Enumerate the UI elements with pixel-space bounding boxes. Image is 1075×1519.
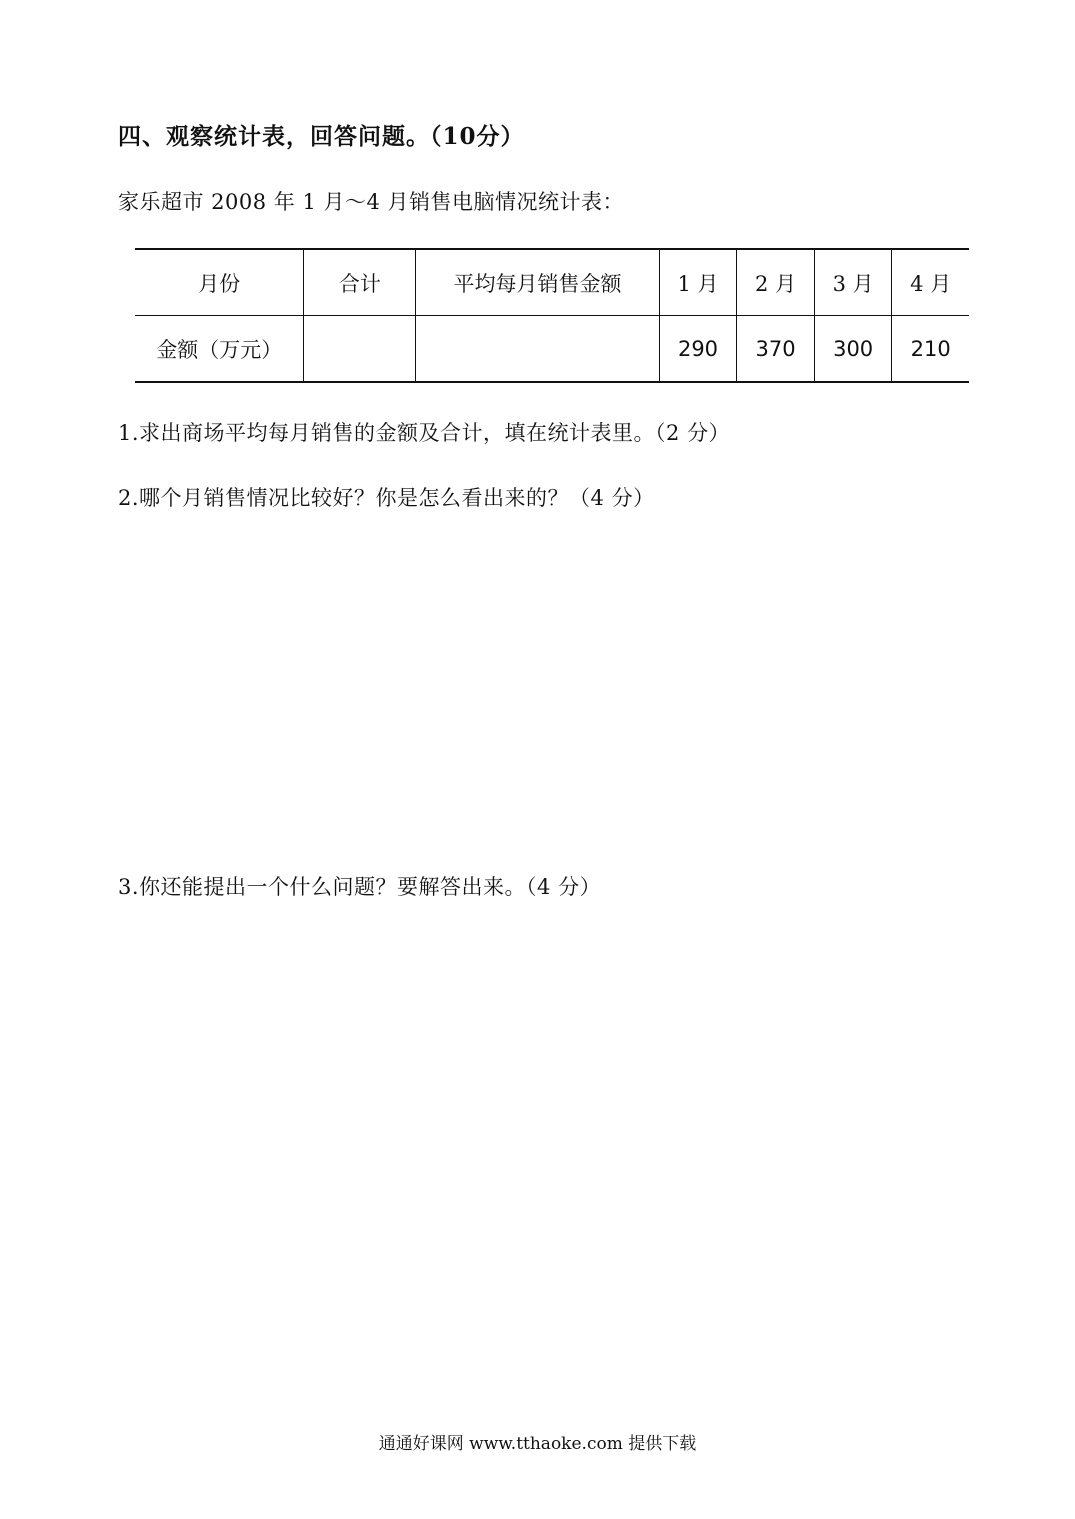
header-total: 合计 [304, 249, 416, 316]
value-jan: 290 [659, 316, 737, 383]
value-feb: 370 [737, 316, 815, 383]
header-average: 平均每月销售金额 [416, 249, 659, 316]
table-caption: 家乐超市 2008 年 1 月～4 月销售电脑情况统计表： [118, 190, 625, 214]
average-cell[interactable] [416, 316, 659, 383]
table-header-row [135, 249, 969, 316]
section-heading: 四、观察统计表，回答问题。（10分） [118, 123, 525, 150]
footer-credit: 通通好课网 www.tthaoke.com 提供下载 [378, 1434, 697, 1454]
question-3: 3.你还能提出一个什么问题？要解答出来。（4 分） [118, 875, 602, 899]
total-cell[interactable] [304, 316, 416, 383]
header-apr: 4 月 [892, 249, 969, 316]
table-row [135, 316, 969, 383]
header-feb: 2 月 [737, 249, 815, 316]
sales-table [135, 248, 969, 383]
value-mar: 300 [814, 316, 892, 383]
header-jan: 1 月 [659, 249, 737, 316]
value-apr: 210 [892, 316, 969, 383]
question-1: 1.求出商场平均每月销售的金额及合计，填在统计表里。（2 分） [118, 421, 731, 445]
question-2: 2.哪个月销售情况比较好？你是怎么看出来的？（4 分） [118, 486, 655, 510]
header-month: 月份 [135, 249, 304, 316]
header-mar: 3 月 [814, 249, 892, 316]
row-label-amount: 金额（万元） [135, 316, 304, 383]
